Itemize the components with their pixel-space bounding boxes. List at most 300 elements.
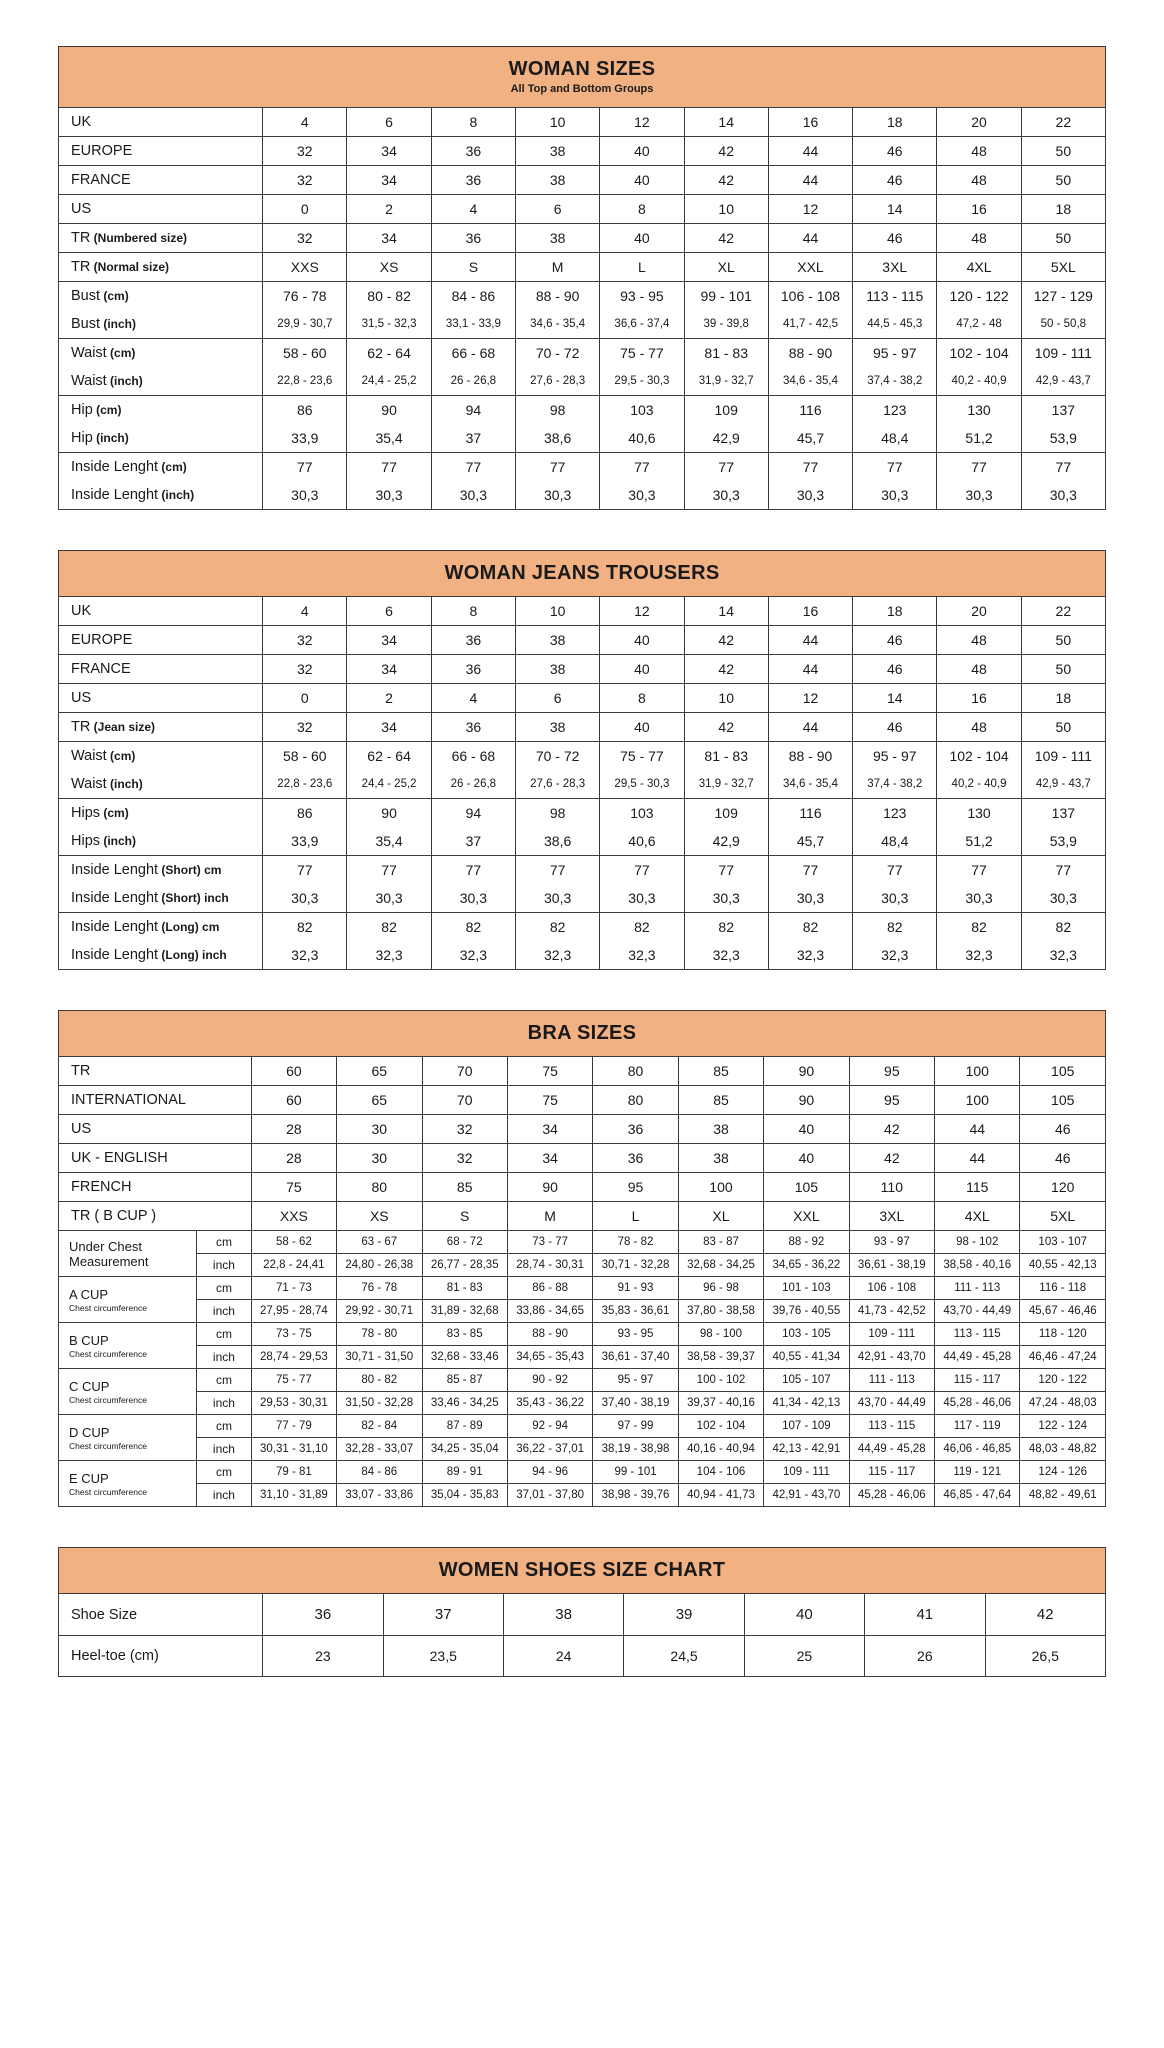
cell: 40 [600, 166, 684, 195]
cell: 40,55 - 42,13 [1020, 1254, 1106, 1277]
cell: 95 - 97 [593, 1369, 678, 1392]
cell: 42,13 - 42,91 [764, 1438, 849, 1461]
page-subtitle: All Top and Bottom Groups [510, 83, 654, 95]
cell: 10 [516, 597, 600, 626]
cell: 82 [1021, 913, 1105, 942]
woman-sizes-row-10-label: Hip (cm) [59, 396, 263, 425]
woman-jeans-row-9-label: Inside Lenght (Short) cm [59, 856, 263, 885]
cell: 70 [422, 1086, 507, 1115]
woman-jeans-row-3-label: US [59, 684, 263, 713]
cell: 25 [744, 1636, 864, 1677]
cell: 34,25 - 35,04 [422, 1438, 507, 1461]
cell: 38 [516, 655, 600, 684]
cell: 34 [347, 713, 431, 742]
cell: 77 [1021, 856, 1105, 885]
cell: 36 [431, 224, 515, 253]
cell: 35,04 - 35,83 [422, 1484, 507, 1507]
bra-row-label: FRENCH [59, 1173, 252, 1202]
cell: 79 - 81 [251, 1461, 336, 1484]
cell: 100 - 102 [678, 1369, 763, 1392]
cell: 35,43 - 36,22 [507, 1392, 592, 1415]
cell: 41 [865, 1594, 985, 1636]
cell: 107 - 109 [764, 1415, 849, 1438]
cell: 50 - 50,8 [1021, 310, 1105, 339]
section-title-shoes: WOMEN SHOES SIZE CHART [438, 1559, 726, 1582]
cell: 29,92 - 30,71 [337, 1300, 422, 1323]
cell: 77 [516, 453, 600, 482]
cell: 65 [337, 1057, 422, 1086]
cell: 100 [678, 1173, 763, 1202]
cell: 82 [263, 913, 347, 942]
bra-cup-label: B CUP Chest circumference [59, 1323, 197, 1369]
cell: 43,70 - 44,49 [935, 1300, 1020, 1323]
table-row [59, 597, 1106, 626]
cell: 28 [251, 1115, 336, 1144]
cell: 100 [935, 1057, 1020, 1086]
cell: 77 [347, 453, 431, 482]
cell: 38 [516, 626, 600, 655]
cell: 16 [768, 597, 852, 626]
cell: 137 [1021, 396, 1105, 425]
woman-sizes-table [58, 46, 1106, 510]
woman-jeans-row-1-label: EUROPE [59, 626, 263, 655]
cell: 106 - 108 [768, 282, 852, 311]
cell: 33,46 - 34,25 [422, 1392, 507, 1415]
bra-unit-cm: cm [197, 1277, 251, 1300]
cell: 3XL [849, 1202, 934, 1231]
cell: 122 - 124 [1020, 1415, 1106, 1438]
cell: 90 [347, 799, 431, 828]
woman-jeans-row-8-label: Hips (inch) [59, 827, 263, 856]
cell: 103 - 107 [1020, 1231, 1106, 1254]
cell: 70 [422, 1057, 507, 1086]
cell: 116 [768, 799, 852, 828]
cell: 85 [678, 1086, 763, 1115]
cell: 77 [263, 856, 347, 885]
cell: 46 [1020, 1144, 1106, 1173]
cell: 32,3 [263, 941, 347, 970]
cell: 78 - 82 [593, 1231, 678, 1254]
cell: 40 [764, 1144, 849, 1173]
cell: 32,3 [768, 941, 852, 970]
cell: 24,80 - 26,38 [337, 1254, 422, 1277]
table-row [59, 1057, 1106, 1086]
table-row [59, 1346, 1106, 1369]
cell: 4 [431, 684, 515, 713]
bra-unit-inch: inch [197, 1300, 251, 1323]
cell: 109 - 111 [849, 1323, 934, 1346]
table-row [59, 742, 1106, 771]
cell: 32,3 [937, 941, 1021, 970]
cell: 98 [516, 396, 600, 425]
cell: 101 - 103 [764, 1277, 849, 1300]
cell: 115 - 117 [935, 1369, 1020, 1392]
cell: 40,6 [600, 827, 684, 856]
cell: 23 [263, 1636, 383, 1677]
cell: 4 [263, 597, 347, 626]
cell: 18 [1021, 195, 1105, 224]
cell: 0 [263, 684, 347, 713]
cell: 116 [768, 396, 852, 425]
table-row [59, 1254, 1106, 1277]
cell: 30,3 [1021, 481, 1105, 510]
cell: 42 [684, 626, 768, 655]
cell: 95 [849, 1086, 934, 1115]
cell: 46,06 - 46,85 [935, 1438, 1020, 1461]
shoe-row-label: Shoe Size [59, 1594, 263, 1636]
cell: 8 [600, 195, 684, 224]
cell: 82 [431, 913, 515, 942]
cell: 6 [347, 108, 431, 137]
cell: 45,28 - 46,06 [849, 1484, 934, 1507]
cell: 30,71 - 31,50 [337, 1346, 422, 1369]
cell: 42 [684, 655, 768, 684]
cell: 34 [347, 137, 431, 166]
cell: 32,3 [600, 941, 684, 970]
cell: 30,3 [431, 481, 515, 510]
cell: 109 - 111 [1021, 742, 1105, 771]
table-row [59, 1415, 1106, 1438]
cell: 46 [853, 224, 937, 253]
table-row [59, 166, 1106, 195]
cell: L [593, 1202, 678, 1231]
table-row [59, 1144, 1106, 1173]
cell: 20 [937, 108, 1021, 137]
cell: 75 - 77 [251, 1369, 336, 1392]
cell: 32 [263, 224, 347, 253]
cell: 38,98 - 39,76 [593, 1484, 678, 1507]
cell: 77 [684, 453, 768, 482]
cell: 53,9 [1021, 827, 1105, 856]
cell: 62 - 64 [347, 742, 431, 771]
cell: 60 [251, 1086, 336, 1115]
cell: 82 [347, 913, 431, 942]
cell: 102 - 104 [678, 1415, 763, 1438]
cell: 50 [1021, 224, 1105, 253]
woman-jeans-table [58, 550, 1106, 970]
table-row [59, 1300, 1106, 1323]
bra-unit-cm: cm [197, 1415, 251, 1438]
cell: 76 - 78 [337, 1277, 422, 1300]
cell: 36 [431, 626, 515, 655]
woman-sizes-row-7-label: Bust (inch) [59, 310, 263, 339]
bra-sizes-table [58, 1010, 1106, 1507]
cell: 81 - 83 [684, 339, 768, 368]
cell: 31,5 - 32,3 [347, 310, 431, 339]
cell: 32,3 [684, 941, 768, 970]
cell: 40,16 - 40,94 [678, 1438, 763, 1461]
cell: 68 - 72 [422, 1231, 507, 1254]
cell: 50 [1021, 626, 1105, 655]
cell: 75 [507, 1057, 592, 1086]
cell: 85 [678, 1057, 763, 1086]
cell: 30,71 - 32,28 [593, 1254, 678, 1277]
cell: 26 - 26,8 [431, 367, 515, 396]
cell: 109 - 111 [1021, 339, 1105, 368]
cell: XS [347, 253, 431, 282]
cell: 88 - 92 [764, 1231, 849, 1254]
cell: 32 [422, 1115, 507, 1144]
table-row [59, 655, 1106, 684]
cell: 38,58 - 40,16 [935, 1254, 1020, 1277]
cell: 8 [431, 108, 515, 137]
cell: 46 [853, 655, 937, 684]
cell: 30,3 [853, 481, 937, 510]
cell: 29,5 - 30,3 [600, 367, 684, 396]
cell: 28 [251, 1144, 336, 1173]
cell: 48 [937, 655, 1021, 684]
table-row [59, 108, 1106, 137]
cell: 24,4 - 25,2 [347, 770, 431, 799]
cell: 44,49 - 45,28 [849, 1438, 934, 1461]
cell: 29,53 - 30,31 [251, 1392, 336, 1415]
cell: 26,5 [985, 1636, 1105, 1677]
cell: 32,3 [1021, 941, 1105, 970]
woman-sizes-row-4-label: TR (Numbered size) [59, 224, 263, 253]
cell: 97 - 99 [593, 1415, 678, 1438]
cell: 34 [347, 166, 431, 195]
bra-unit-inch: inch [197, 1346, 251, 1369]
cell: 46 [853, 713, 937, 742]
cell: 77 [431, 453, 515, 482]
cell: 30,3 [768, 481, 852, 510]
cell: 75 - 77 [600, 742, 684, 771]
cell: 46 [853, 166, 937, 195]
table-row [59, 1438, 1106, 1461]
cell: 77 [431, 856, 515, 885]
cell: 66 - 68 [431, 742, 515, 771]
section-title-bra: BRA SIZES [527, 1022, 637, 1045]
cell: 28,74 - 29,53 [251, 1346, 336, 1369]
cell: 95 - 97 [853, 339, 937, 368]
cell: 4 [431, 195, 515, 224]
cell: 37 [431, 424, 515, 453]
cell: 99 - 101 [684, 282, 768, 311]
cell: 84 - 86 [337, 1461, 422, 1484]
cell: 2 [347, 684, 431, 713]
cell: 45,7 [768, 827, 852, 856]
cell: 32 [263, 137, 347, 166]
cell: 77 - 79 [251, 1415, 336, 1438]
bra-row-label: TR [59, 1057, 252, 1086]
cell: 0 [263, 195, 347, 224]
cell: 22 [1021, 108, 1105, 137]
cell: 77 [347, 856, 431, 885]
cell: 16 [768, 108, 852, 137]
bra-cup-label: E CUP Chest circumference [59, 1461, 197, 1507]
cell: 30,31 - 31,10 [251, 1438, 336, 1461]
cell: M [507, 1202, 592, 1231]
cell: 35,83 - 36,61 [593, 1300, 678, 1323]
cell: 16 [937, 195, 1021, 224]
bra-title-row [59, 1011, 1106, 1057]
cell: 6 [516, 195, 600, 224]
cell: 8 [600, 684, 684, 713]
cell: 37 [431, 827, 515, 856]
cell: 38 [678, 1144, 763, 1173]
cell: 75 - 77 [600, 339, 684, 368]
cell: XXL [768, 253, 852, 282]
cell: 18 [1021, 684, 1105, 713]
cell: 34,6 - 35,4 [516, 310, 600, 339]
table-row [59, 1323, 1106, 1346]
table-row [59, 1231, 1106, 1254]
cell: 35,4 [347, 424, 431, 453]
cell: 115 - 117 [849, 1461, 934, 1484]
cell: 103 - 105 [764, 1323, 849, 1346]
cell: 88 - 90 [507, 1323, 592, 1346]
cell: 127 - 129 [1021, 282, 1105, 311]
cell: 38,19 - 38,98 [593, 1438, 678, 1461]
bra-cup-label: C CUP Chest circumference [59, 1369, 197, 1415]
cell: 37,4 - 38,2 [853, 367, 937, 396]
cell: 111 - 113 [849, 1369, 934, 1392]
cell: 44 [768, 166, 852, 195]
cell: 106 - 108 [849, 1277, 934, 1300]
cell: 33,1 - 33,9 [431, 310, 515, 339]
cell: 30,3 [768, 884, 852, 913]
bra-unit-inch: inch [197, 1254, 251, 1277]
cell: 40 [764, 1115, 849, 1144]
cell: 120 [1020, 1173, 1106, 1202]
woman-jeans-row-7-label: Hips (cm) [59, 799, 263, 828]
cell: 62 - 64 [347, 339, 431, 368]
cell: 48 [937, 626, 1021, 655]
cell: 109 - 111 [764, 1461, 849, 1484]
cell: 81 - 83 [684, 742, 768, 771]
cell: 42,91 - 43,70 [849, 1346, 934, 1369]
cell: 40,2 - 40,9 [937, 770, 1021, 799]
cell: 27,6 - 28,3 [516, 770, 600, 799]
cell: 48 [937, 224, 1021, 253]
cell: 44 [768, 137, 852, 166]
cell: 105 [1020, 1086, 1106, 1115]
cell: 8 [431, 597, 515, 626]
bra-unit-inch: inch [197, 1438, 251, 1461]
cell: 40,2 - 40,9 [937, 367, 1021, 396]
cell: 42 [684, 713, 768, 742]
cell: 88 - 90 [516, 282, 600, 311]
cell: 14 [853, 195, 937, 224]
table-row [59, 884, 1106, 913]
table-row [59, 481, 1106, 510]
table-row [59, 453, 1106, 482]
cell: 92 - 94 [507, 1415, 592, 1438]
cell: 102 - 104 [937, 339, 1021, 368]
cell: 20 [937, 597, 1021, 626]
cell: 78 - 80 [337, 1323, 422, 1346]
cell: 26,77 - 28,35 [422, 1254, 507, 1277]
cell: 80 [337, 1173, 422, 1202]
cell: 113 - 115 [853, 282, 937, 311]
cell: 91 - 93 [593, 1277, 678, 1300]
cell: 105 [1020, 1057, 1106, 1086]
cell: 6 [347, 597, 431, 626]
cell: 93 - 97 [849, 1231, 934, 1254]
cell: 27,6 - 28,3 [516, 367, 600, 396]
cell: 10 [684, 195, 768, 224]
cell: 43,70 - 44,49 [849, 1392, 934, 1415]
cell: 38 [516, 224, 600, 253]
bra-unit-cm: cm [197, 1461, 251, 1484]
cell: 29,9 - 30,7 [263, 310, 347, 339]
cell: 37,80 - 38,58 [678, 1300, 763, 1323]
cell: 33,9 [263, 827, 347, 856]
cell: 34,6 - 35,4 [768, 367, 852, 396]
cell: 103 [600, 799, 684, 828]
woman-sizes-row-8-label: Waist (cm) [59, 339, 263, 368]
cell: 30,3 [347, 884, 431, 913]
table-row [59, 1202, 1106, 1231]
cell: 44,5 - 45,3 [853, 310, 937, 339]
cell: 47,24 - 48,03 [1020, 1392, 1106, 1415]
cell: 89 - 91 [422, 1461, 507, 1484]
cell: 77 [853, 856, 937, 885]
cell: 77 [937, 453, 1021, 482]
cell: 123 [853, 799, 937, 828]
cell: 40,6 [600, 424, 684, 453]
cell: L [600, 253, 684, 282]
cell: 51,2 [937, 827, 1021, 856]
woman-sizes-row-11-label: Hip (inch) [59, 424, 263, 453]
cell: 41,7 - 42,5 [768, 310, 852, 339]
cell: 50 [1021, 166, 1105, 195]
cell: 40 [600, 137, 684, 166]
cell: 36,22 - 37,01 [507, 1438, 592, 1461]
shoes-title-cell [59, 1548, 1106, 1594]
cell: 95 - 97 [853, 742, 937, 771]
bra-cup-label: Under Chest Measurement [59, 1231, 197, 1277]
cell: 42 [985, 1594, 1105, 1636]
cell: 88 - 90 [768, 742, 852, 771]
table-row [59, 1115, 1106, 1144]
cell: 40 [600, 655, 684, 684]
cell: 26 [865, 1636, 985, 1677]
table-row [59, 856, 1106, 885]
cell: 60 [251, 1057, 336, 1086]
cell: 46 [1020, 1115, 1106, 1144]
cell: 81 - 83 [422, 1277, 507, 1300]
cell: 46,85 - 47,64 [935, 1484, 1020, 1507]
cell: 32,3 [853, 941, 937, 970]
cell: 10 [516, 108, 600, 137]
cell: 44,49 - 45,28 [935, 1346, 1020, 1369]
cell: 86 - 88 [507, 1277, 592, 1300]
cell: 83 - 85 [422, 1323, 507, 1346]
cell: 38 [516, 713, 600, 742]
cell: 34 [347, 224, 431, 253]
cell: 44 [768, 713, 852, 742]
cell: 45,7 [768, 424, 852, 453]
cell: 93 - 95 [600, 282, 684, 311]
table-row [59, 626, 1106, 655]
cell: 41,34 - 42,13 [764, 1392, 849, 1415]
cell: 109 [684, 396, 768, 425]
cell: 45,67 - 46,46 [1020, 1300, 1106, 1323]
cell: 77 [516, 856, 600, 885]
cell: 33,07 - 33,86 [337, 1484, 422, 1507]
woman-sizes-row-13-label: Inside Lenght (inch) [59, 481, 263, 510]
cell: 85 - 87 [422, 1369, 507, 1392]
cell: 84 - 86 [431, 282, 515, 311]
table-row [59, 253, 1106, 282]
bra-unit-cm: cm [197, 1369, 251, 1392]
cell: XL [684, 253, 768, 282]
cell: 38,58 - 39,37 [678, 1346, 763, 1369]
cell: 42,9 - 43,7 [1021, 367, 1105, 396]
table-row [59, 1392, 1106, 1415]
cell: 40 [744, 1594, 864, 1636]
